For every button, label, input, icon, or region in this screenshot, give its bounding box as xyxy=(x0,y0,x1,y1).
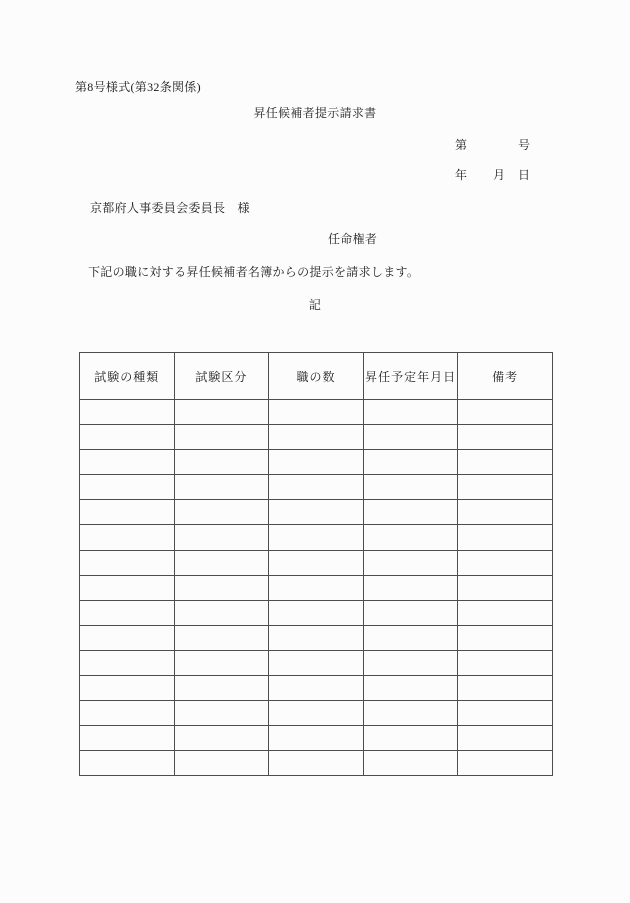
table-empty-cell xyxy=(80,450,175,475)
table-empty-row xyxy=(80,525,553,550)
table-empty-cell xyxy=(80,726,175,751)
table-empty-cell xyxy=(458,450,553,475)
table-header-row xyxy=(80,353,553,400)
table-empty-cell xyxy=(363,475,458,500)
table-empty-row xyxy=(80,625,553,650)
table-empty-cell xyxy=(174,475,269,500)
table-empty-row xyxy=(80,450,553,475)
table-empty-cell xyxy=(80,425,175,450)
table-empty-cell xyxy=(269,475,364,500)
table-empty-cell xyxy=(458,625,553,650)
table-empty-cell xyxy=(458,600,553,625)
date-year-label: 年 xyxy=(455,168,468,182)
table-empty-cell xyxy=(363,751,458,776)
date-month-label: 月 xyxy=(493,168,506,182)
doc-number-suffix: 号 xyxy=(518,138,531,152)
ki-heading: 記 xyxy=(308,298,322,312)
table-empty-cell xyxy=(174,625,269,650)
table-empty-cell xyxy=(80,500,175,525)
table-empty-cell xyxy=(80,650,175,675)
table-empty-cell xyxy=(80,751,175,776)
table-empty-row xyxy=(80,575,553,600)
table-empty-cell xyxy=(80,400,175,425)
table-empty-cell xyxy=(80,600,175,625)
table-empty-cell xyxy=(269,575,364,600)
doc-number-prefix: 第 xyxy=(455,138,468,152)
table-empty-row xyxy=(80,650,553,675)
request-table xyxy=(79,352,553,776)
request-statement: 下記の職に対する昇任候補者名簿からの提示を請求します。 xyxy=(88,265,420,279)
table-empty-cell xyxy=(174,701,269,726)
table-empty-cell xyxy=(269,450,364,475)
table-empty-row xyxy=(80,600,553,625)
col-header-exam-category: 試験区分 xyxy=(174,353,269,400)
table-empty-cell xyxy=(269,650,364,675)
table-empty-cell xyxy=(363,400,458,425)
table-empty-cell xyxy=(269,751,364,776)
table-empty-cell xyxy=(363,575,458,600)
table-empty-cell xyxy=(269,525,364,550)
table-empty-cell xyxy=(80,575,175,600)
table-empty-cell xyxy=(458,400,553,425)
table-empty-cell xyxy=(174,726,269,751)
table-empty-cell xyxy=(363,701,458,726)
table-empty-cell xyxy=(363,425,458,450)
table-empty-cell xyxy=(458,701,553,726)
table-empty-cell xyxy=(174,550,269,575)
table-empty-cell xyxy=(174,650,269,675)
table-empty-cell xyxy=(458,500,553,525)
table-empty-cell xyxy=(174,400,269,425)
col-header-promotion-date: 昇任予定年月日 xyxy=(363,353,458,400)
table-empty-cell xyxy=(363,676,458,701)
date-line xyxy=(455,168,545,182)
table-empty-row xyxy=(80,676,553,701)
table-empty-cell xyxy=(363,550,458,575)
table-empty-cell xyxy=(80,475,175,500)
table-empty-row xyxy=(80,500,553,525)
table-empty-cell xyxy=(269,425,364,450)
table-empty-cell xyxy=(269,676,364,701)
table-empty-cell xyxy=(458,425,553,450)
table-empty-cell xyxy=(458,475,553,500)
date-day-label: 日 xyxy=(518,168,531,182)
table-empty-cell xyxy=(458,726,553,751)
table-empty-cell xyxy=(269,701,364,726)
doc-number-line xyxy=(455,138,545,152)
table-empty-cell xyxy=(80,525,175,550)
table-empty-cell xyxy=(458,751,553,776)
table-empty-cell xyxy=(269,550,364,575)
col-header-remarks: 備考 xyxy=(458,353,553,400)
table-empty-cell xyxy=(174,500,269,525)
table-empty-row xyxy=(80,726,553,751)
table-body xyxy=(80,400,553,776)
table-empty-cell xyxy=(174,525,269,550)
appointer-label: 任命権者 xyxy=(328,232,378,246)
table-empty-row xyxy=(80,550,553,575)
table-empty-cell xyxy=(363,450,458,475)
table-empty-row xyxy=(80,701,553,726)
table-empty-cell xyxy=(363,500,458,525)
col-header-exam-type: 試験の種類 xyxy=(80,353,175,400)
addressee-line: 京都府人事委員会委員長 様 xyxy=(90,201,250,215)
table-empty-row xyxy=(80,400,553,425)
table-empty-cell xyxy=(269,726,364,751)
table-empty-cell xyxy=(269,500,364,525)
table-empty-row xyxy=(80,475,553,500)
table-empty-cell xyxy=(269,600,364,625)
table-empty-cell xyxy=(80,701,175,726)
table-empty-cell xyxy=(174,751,269,776)
table-empty-row xyxy=(80,425,553,450)
table-empty-cell xyxy=(80,625,175,650)
table-empty-cell xyxy=(174,450,269,475)
table-empty-cell xyxy=(363,625,458,650)
table-empty-cell xyxy=(363,650,458,675)
table-empty-cell xyxy=(174,575,269,600)
col-header-position-count: 職の数 xyxy=(269,353,364,400)
table-empty-cell xyxy=(174,676,269,701)
form-number-label: 第8号様式(第32条関係) xyxy=(75,80,201,94)
table-empty-cell xyxy=(458,650,553,675)
table-empty-cell xyxy=(80,676,175,701)
table-empty-cell xyxy=(363,726,458,751)
table-empty-cell xyxy=(174,425,269,450)
table-empty-cell xyxy=(458,550,553,575)
table-empty-cell xyxy=(458,676,553,701)
document-title: 昇任候補者提示請求書 xyxy=(253,106,377,120)
table-empty-cell xyxy=(363,600,458,625)
table-empty-cell xyxy=(174,600,269,625)
table-empty-cell xyxy=(269,625,364,650)
table-empty-cell xyxy=(458,575,553,600)
table-empty-cell xyxy=(363,525,458,550)
table-empty-row xyxy=(80,751,553,776)
table-empty-cell xyxy=(458,525,553,550)
table-empty-cell xyxy=(80,550,175,575)
table-empty-cell xyxy=(269,400,364,425)
